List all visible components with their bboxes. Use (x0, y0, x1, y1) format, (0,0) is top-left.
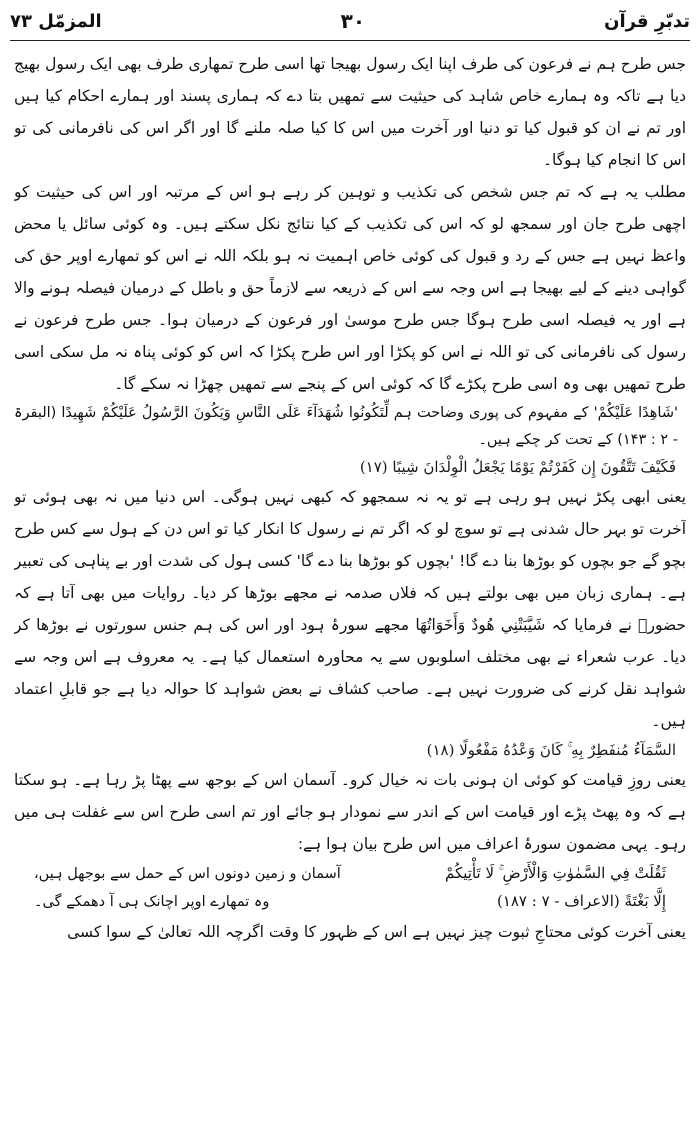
quoted-verse-block (14, 860, 686, 916)
paragraph: یعنی روزِ قیامت کو کوئی ان ہونی بات نہ خیال کرو۔ آسمان اس کے بوجھ سے پھٹا پڑ رہا ہے۔ ہو سکتا ہے کہ وہ پھٹ پڑے اور قیامت اس کے اندر سے نمودار ہو جائے اور تم اسی طرح اس سے غفلت ہی میں رہو۔ یہی مضمون سورۂ اعراف میں اس طرح بیان ہوا ہے: (14, 771, 686, 853)
quoted-verse-arabic: إِلَّا بَغْتَةً (الاعراف - ۷ : ۱۸۷) (496, 892, 666, 910)
surah-title: المزمّل ۷۳ (10, 10, 102, 32)
paragraph: یعنی ابھی پکڑ نہیں ہو رہی ہے تو یہ نہ سمجھو کہ کبھی نہیں ہوگی۔ اس دنیا میں نہ بھی ہوئی تو آخرت تو بہر حال شدنی ہے تو سوچ لو کہ اگر تم نے رسول کا انکار کیا تو اس دن کے ہول سے کس طرح بچو گے جو بچوں کو بوڑھا بنا دے گا! 'بچوں کو بوڑھا بنا دے گا' کسی ہول کی شدت اور بے پناہی کی تعبیر ہے۔ ہماری زبان میں بھی بولتے ہیں کہ فلاں صدمہ نے مجھے بوڑھا کر دیا۔ روایات میں بھی آتا ہے کہ حضورؐ نے فرمایا کہ شَيَّبَتْنِي هُودٌ وَأَخَوَاتُهَا مجھے سورۂ ہود اور اس کی ہم جنس سورتوں نے بوڑھا کر دیا۔ عرب شعراء نے بھی مختلف اسلوبوں سے یہ محاورہ استعمال کیا ہے۔ یہ معروف ہے اس وجہ سے شواہد نقل کرنے کی ضرورت نہیں ہے۔ صاحب کشاف نے بعض شواہد کا حوالہ دیا ہے جو قابلِ اعتماد ہیں۔ (14, 488, 686, 730)
page-body (14, 48, 686, 1133)
page-number: ۳۰ (340, 9, 366, 33)
quoted-verse-translation: آسمان و زمین دونوں اس کے حمل سے بوجھل ہیں، (34, 866, 341, 882)
header-divider (10, 40, 690, 41)
quoted-verse-row (34, 888, 666, 916)
paragraph: جس طرح ہم نے فرعون کی طرف اپنا ایک رسول بھیجا تھا اسی طرح تمھاری طرف بھی ایک رسول بھیج دیا ہے تاکہ وہ ہمارے خاص شاہد کی حیثیت سے تمھیں بتا دے کہ ہماری پسند اور ہمارے احکام کیا ہیں اور تم نے ان کو قبول کیا تو دنیا اور آخرت میں اس کا کیا صلہ ملنے گا اور اگر اس کی نافرمانی کی تو اس کا انجام کیا ہوگا۔ (14, 55, 686, 169)
paragraph: مطلب یہ ہے کہ تم جس شخص کی تکذیب و توہین کر رہے ہو اس کے مرتبہ اور اس کی حیثیت کو اچھی طرح جان اور سمجھ لو کہ اس کی تکذیب کے کیا نتائج نکل سکتے ہیں۔ وہ کوئی سائل یا محض واعظ نہیں ہے جس کے رد و قبول کی کوئی خاص اہمیت نہ ہو بلکہ اللہ نے اس کو تمھارے اوپر حق کی گواہی دینے کے لیے بھیجا ہے اس وجہ سے اس کے ذریعہ سے لازماً حق و باطل کے درمیان فیصلہ ہونے والا ہے اور یہ فیصلہ اسی طرح ہوگا جس طرح موسیٰ اور فرعون کے درمیان ہوا۔ جس طرح فرعون نے رسول کی نافرمانی کی تو اللہ نے اس کو پکڑا اور اس طرح پکڑا کہ اس کو کوئی پناہ نہ مل سکی اسی طرح تمھیں بھی وہ اسی طرح پکڑے گا کہ کوئی اس کے پنجے سے تمھیں چھڑا نہ سکے گا۔ (14, 183, 686, 393)
quoted-verse-row (34, 860, 666, 888)
footnote-text: 'شَاهِدًا عَلَيْكُمْ' کے مفہوم کی پوری وضاحت ہم لِّتَكُونُوا شُهَدَآءَ عَلَى النَّاسِ وَيَكُونَ الرَّسُولُ عَلَيْكُمْ شَهِيدًا (البقرۃ - ۲ : ۱۴۳) کے تحت کر چکے ہیں۔ (14, 405, 678, 448)
page-header (10, 4, 690, 38)
quran-verse-17: فَكَيْفَ تَتَّقُونَ إِن كَفَرْتُمْ يَوْمًا يَجْعَلُ الْوِلْدَانَ شِيبًا (۱۷) (359, 458, 676, 476)
quoted-verse-arabic: ثَقُلَتْ فِي السَّمٰوٰتِ وَالْأَرْضِ ۚ لَا تَأْتِيكُمْ (445, 864, 666, 882)
paragraph: یعنی آخرت کوئی محتاجِ ثبوت چیز نہیں ہے اس کے ظہور کا وقت اگرچہ اللہ تعالیٰ کے سوا کسی (67, 923, 686, 941)
quran-verse-18: السَّمَآءُ مُنفَطِرٌ بِهِ ۚ كَانَ وَعْدُهُ مَفْعُولًا (۱۸) (426, 741, 676, 759)
book-title: تدبّرِ قرآن (604, 10, 690, 32)
quoted-verse-translation: وہ تمھارے اوپر اچانک ہی آ دھمکے گی۔ (34, 894, 270, 910)
